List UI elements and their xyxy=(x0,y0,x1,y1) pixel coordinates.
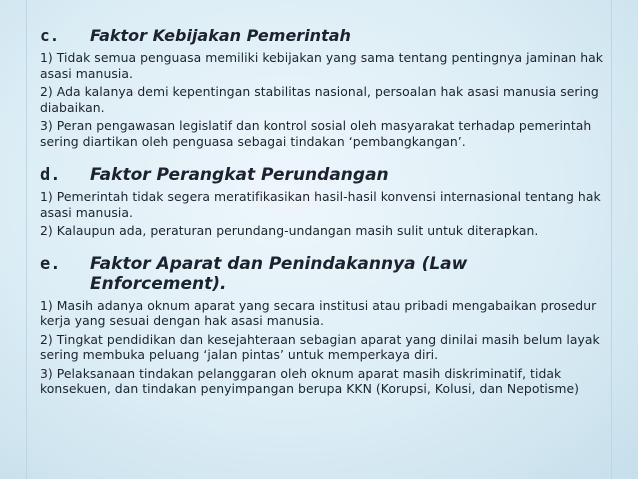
section-d xyxy=(40,165,606,239)
section-letter: d. xyxy=(40,165,61,185)
list-item: 2) Ada kalanya demi kepentingan stabilitas nasional, persoalan hak asasi manusia sering diabaikan. xyxy=(40,84,599,115)
list-item: 3) Pelaksanaan tindakan pelanggaran oleh oknum aparat masih diskriminatif, tidak konsekuen, dan tindakan penyimpangan berupa KKN (Korupsi, Kolusi, dan Nepotisme) xyxy=(40,365,580,396)
slide-content xyxy=(40,26,606,408)
section-e xyxy=(40,254,606,397)
section-heading xyxy=(40,165,606,185)
frame-line-right xyxy=(611,0,612,479)
section-title: Faktor Kebijakan Pemerintah xyxy=(90,26,351,45)
section-heading xyxy=(40,254,606,294)
section-title: Faktor Perangkat Perundangan xyxy=(90,165,389,185)
list-item: 1) Masih adanya oknum aparat yang secara institusi atau pribadi mengabaikan prosedur kerja yang sesuai dengan hak asasi manusia. xyxy=(40,297,597,328)
section-title: Faktor Aparat dan Penindakannya (Law Enforcement). xyxy=(90,253,468,294)
section-letter: c. xyxy=(40,26,60,45)
list-item: 3) Peran pengawasan legislatif dan kontrol sosial oleh masyarakat terhadap pemerintah sering diartikan oleh penguasa sebagai tindakan ‘pembangkangan’. xyxy=(40,118,592,149)
list-item: 1) Tidak semua penguasa memiliki kebijakan yang sama tentang pentingnya jaminan hak asasi manusia. xyxy=(40,50,604,81)
section-c xyxy=(40,26,606,149)
section-letter: e. xyxy=(40,253,61,274)
section-heading xyxy=(40,26,606,46)
list-item: 2) Tingkat pendidikan dan kesejahteraan sebagian aparat yang dinilai masih belum layak sering membuka peluang ‘jalan pintas’ untuk memperkaya diri. xyxy=(40,331,600,362)
list-item: 1) Pemerintah tidak segera meratifikasikan hasil-hasil konvensi internasional tentang hak asasi manusia. xyxy=(40,189,601,220)
list-item: 2) Kalaupun ada, peraturan perundang-undangan masih sulit untuk diterapkan. xyxy=(40,223,539,238)
frame-line-left xyxy=(26,0,27,479)
